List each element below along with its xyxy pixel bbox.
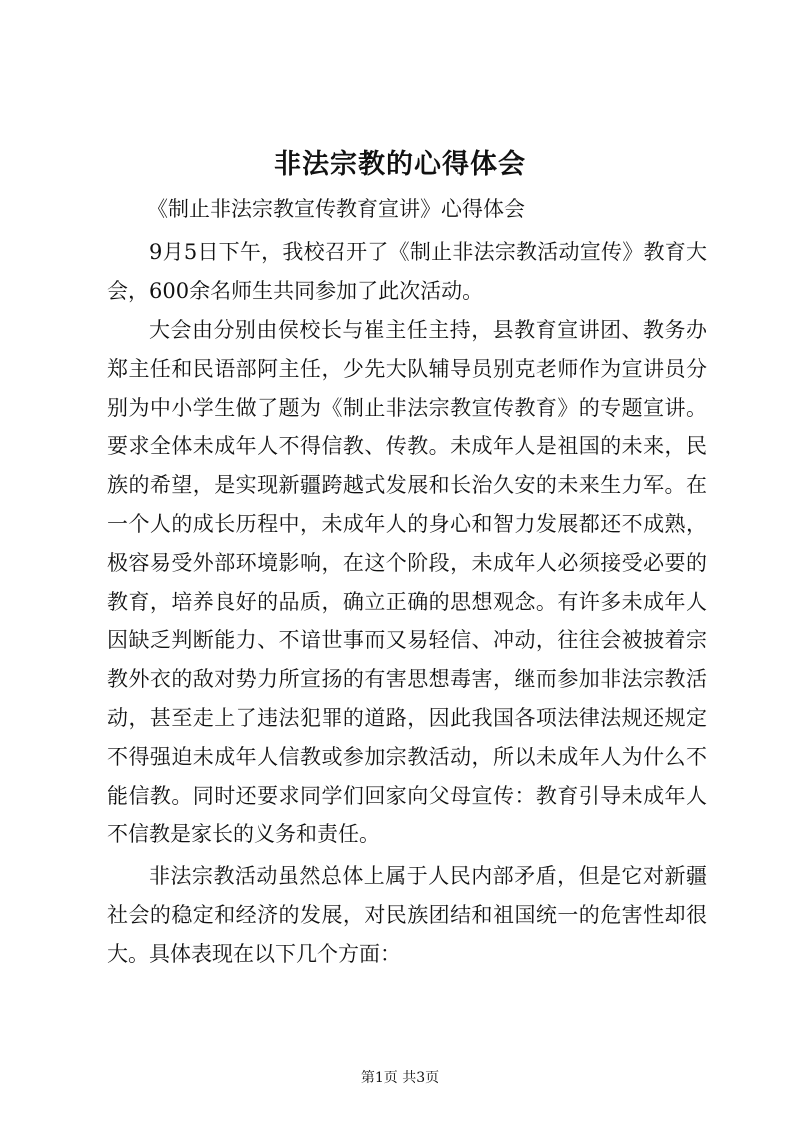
document-subtitle: 《制止非法宗教宣传教育宣讲》心得体会 xyxy=(147,197,525,221)
document-title: 非法宗教的心得体会 xyxy=(274,149,526,180)
page-footer: 第1页 共3页 xyxy=(360,1070,440,1086)
paragraph-3: 非法宗教活动虽然总体上属于人民内部矛盾，但是它对新疆社会的稳定和经济的发展，对民族团结和祖国统一的危害性却很大。具体表现在以下几个方面： xyxy=(107,864,707,966)
paragraph-2: 大会由分别由侯校长与崔主任主持，县教育宣讲团、教务办郑主任和民语部阿主任，少先大队辅导员别克老师作为宣讲员分别为中小学生做了题为《制止非法宗教宣传教育》的专题宣讲。要求全体未成年人不得信教、传教。未成年人是祖国的未来，民族的希望，是实现新疆跨越式发展和长治久安的未来生力军。在一个人的成长历程中，未成年人的身心和智力发展都还不成熟，极容易受外部环境影响，在这个阶段，未成年人必须接受必要的教育，培养良好的品质，确立正确的思想观念。有许多未成年人因缺乏判断能力、不谙世事而又易轻信、冲动，往往会被披着宗教外衣的敌对势力所宣扬的有害思想毒害，继而参加非法宗教活动，甚至走上了违法犯罪的道路，因此我国各项法律法规还规定不得强迫未成年人信教或参加宗教活动，所以未成年人为什么不能信教。同时还要求同学们回家向父母宣传：教育引导未成年人不信教是家长的义务和责任。 xyxy=(107,318,707,847)
paragraph-1: 9月5日下午，我校召开了《制止非法宗教活动宣传》教育大会，600余名师生共同参加了此次活动。 xyxy=(107,240,707,303)
